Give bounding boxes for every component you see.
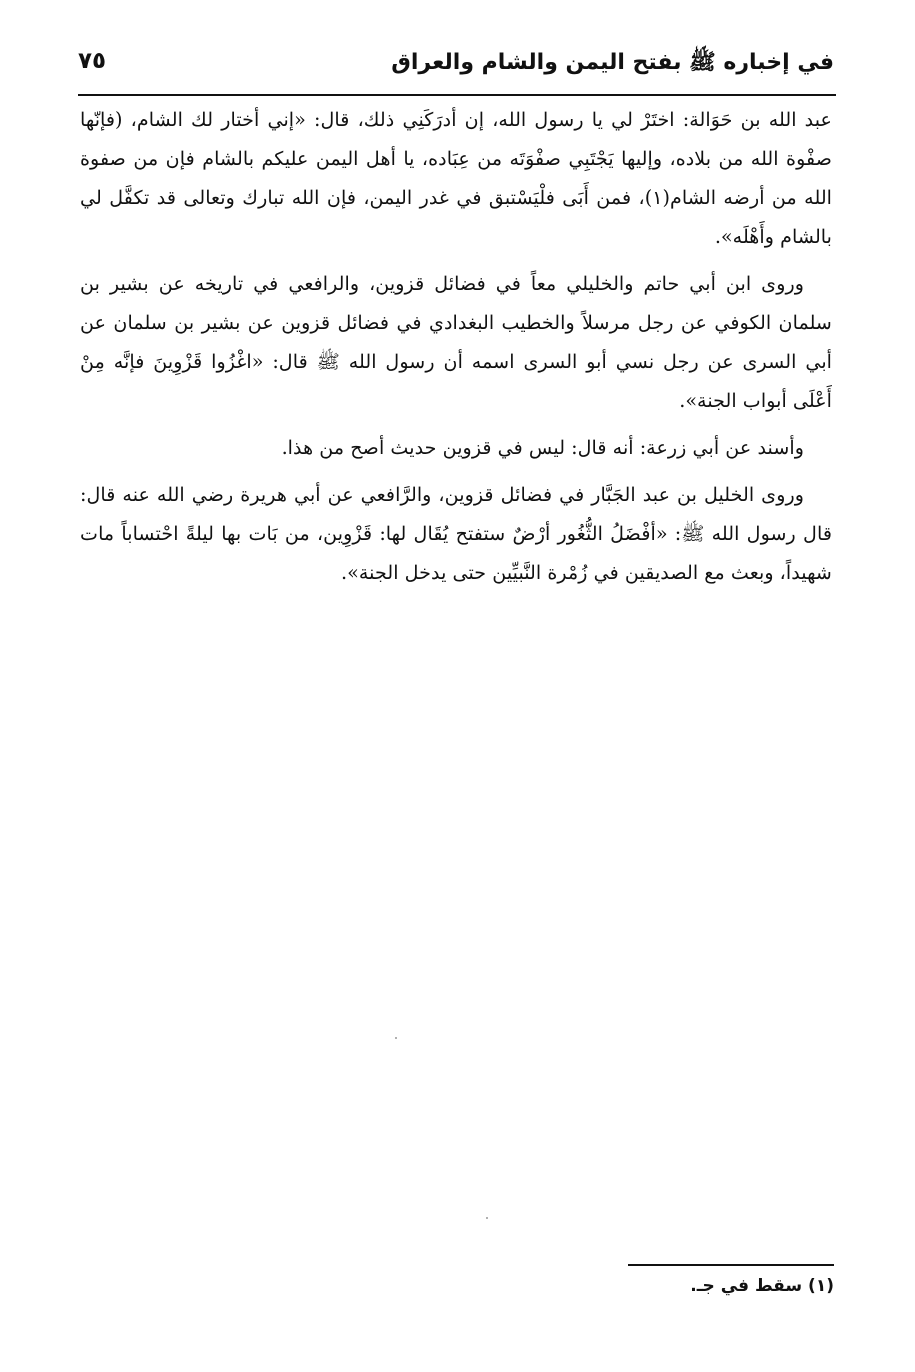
running-header-title: في إخباره ﷺ بفتح اليمن والشام والعراق (391, 50, 834, 75)
main-text (80, 100, 832, 592)
page-number: ٧٥ (78, 48, 107, 74)
paragraph-abu-zura: وأسند عن أبي زرعة: أنه قال: ليس في قزوين حديث أصح من هذا. (281, 436, 804, 459)
footnote-divider (628, 1264, 834, 1266)
scan-speck (486, 1217, 488, 1219)
header-divider (78, 94, 836, 96)
footnote: (١) سقط في جـ. (690, 1276, 834, 1296)
running-header (78, 40, 834, 100)
scan-speck (395, 1037, 397, 1039)
paragraph-qazvin-narration: وروى ابن أبي حاتم والخليلي معاً في فضائل قزوين، والرافعي في تاريخه عن بشير بن سلمان الكوفي عن رجل مرسلاً والخطيب البغدادي في فضائل قزوين عن بشير بن سلمان عن أبي السرى عن رجل نسي أبو السرى اسمه أن رسول الله ﷺ قال: «اغْزُوا قَزْوِينَ فإنَّه مِنْ أَعْلَى أبواب الجنة». (80, 272, 832, 412)
paragraph-hadith-sham: عبد الله بن حَوَالة: اختَرْ لي يا رسول الله، إن أدرَكَنِي ذلك، قال: «إني أختار لك الشام، (فإنّها صفْوة الله من بلاده، وإليها يَجْتَبِي صفْوَتَه من عِبَاده، يا أهل اليمن عليكم بالشام فإن من صفوة الله من أرضه الشام(١)، فمن أَبَى فلْيَسْتبق في غدر اليمن، فإن الله تبارك وتعالى قد تكفَّل لي بالشام وأَهْلَه». (80, 108, 833, 248)
paragraph-qazvin-virtue: وروى الخليل بن عبد الجَبَّار في فضائل قزوين، والرَّافعي عن أبي هريرة رضي الله عنه قال: قال رسول الله ﷺ: «أفْضَلُ الثُّغُور أرْضٌ ستفتح يُقَال لها: قَزْوِين، من بَات بها ليلةً احْتساباً مات شهيداً، وبعث مع الصديقين في زُمْرة النَّبيِّين حتى يدخل الجنة». (80, 483, 832, 584)
